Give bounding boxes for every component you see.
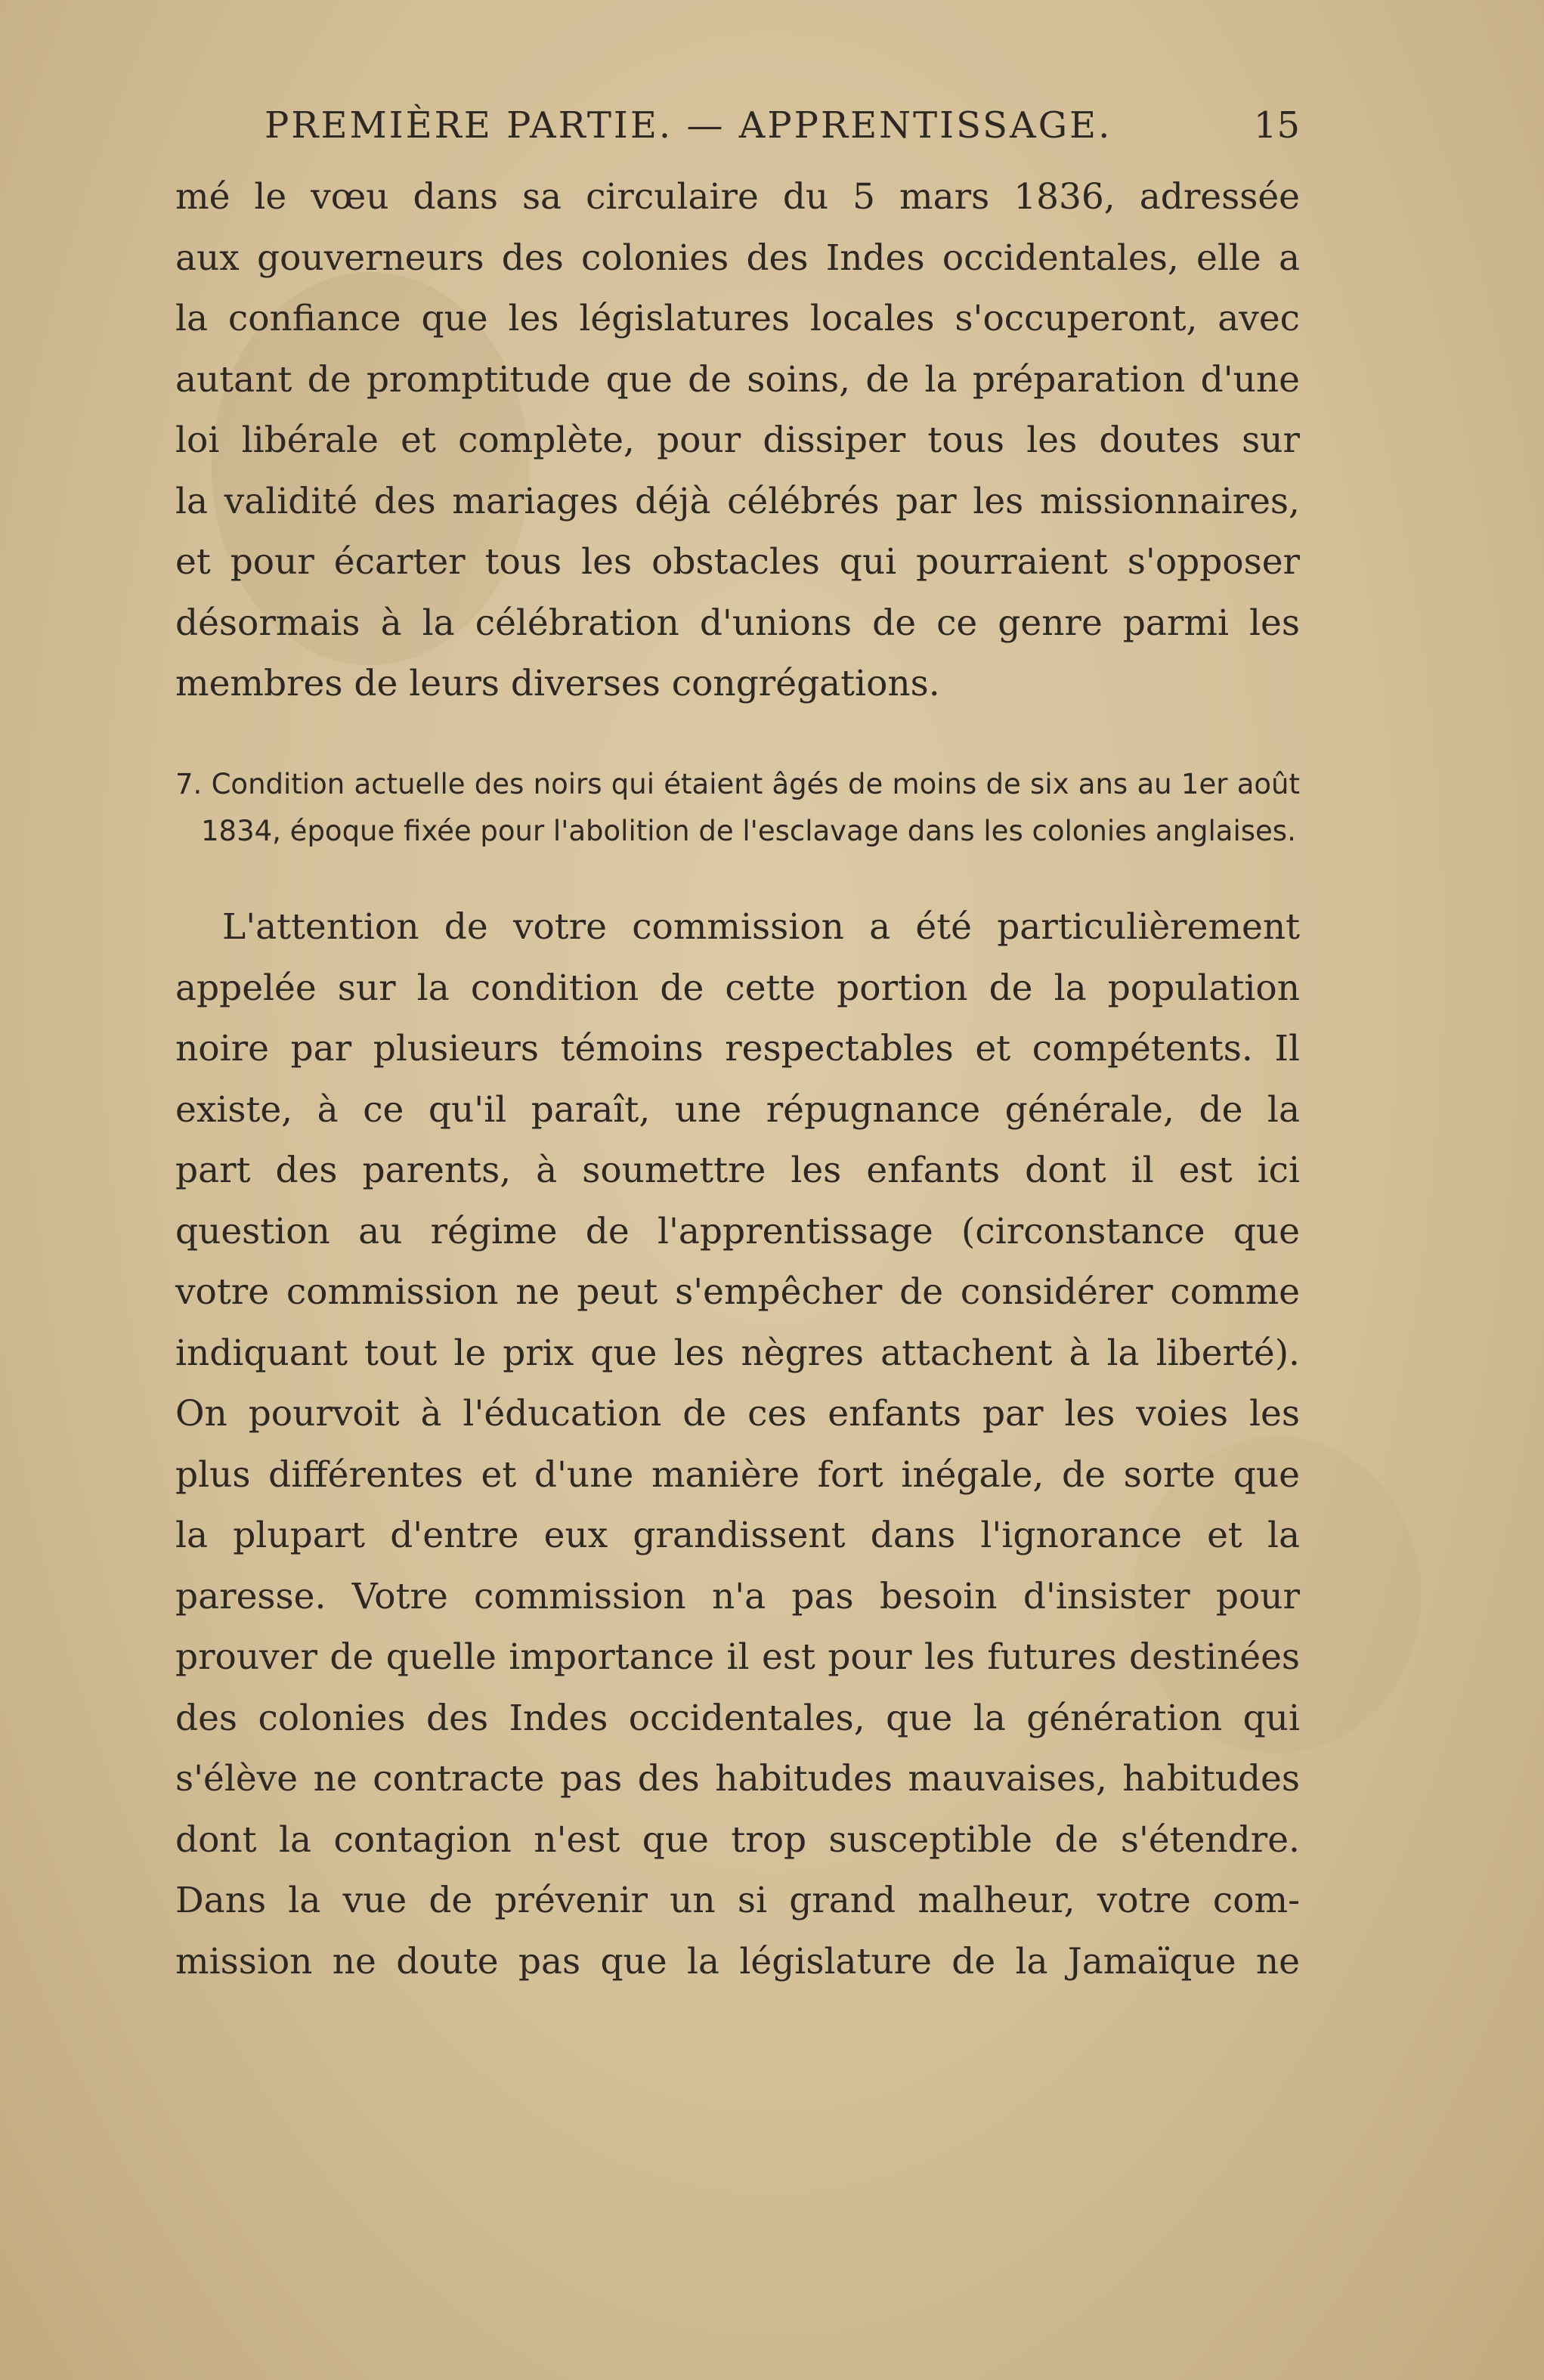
text-line: des colonies des Indes occidentales, que la génération qui [175,1697,1300,1739]
running-header [175,97,1300,154]
text-line: et pour écarter tous les obstacles qui pourraient s'opposer [175,541,1300,583]
text-line: désormais à la célébration d'unions de ce genre parmi les [175,602,1300,644]
main-paragraph [175,897,1300,1992]
text-line: la plupart d'entre eux grandissent dans l'ignorance et la [175,1515,1300,1556]
section-heading-line: 1834, époque fixée pour l'abolition de l'esclavage dans les colonies anglaises. [201,815,1296,847]
text-line: votre commission ne peut s'empêcher de considérer comme [175,1271,1300,1313]
text-line: part des parents, à soumettre les enfants dont il est ici [175,1150,1300,1191]
text-line: mé le vœu dans sa circulaire du 5 mars 1836, adressée [175,176,1300,218]
text-line: autant de promptitude que de soins, de la préparation d'une [175,358,1300,401]
text-line: loi libérale et complète, pour dissiper tous les doutes sur [175,419,1300,461]
section-heading [175,761,1300,855]
text-line: noire par plusieurs témoins respectables et compétents. Il [175,1028,1300,1069]
text-line: L'attention de votre commission a été particulièrement [222,906,1300,948]
text-line: la validité des mariages déjà célébrés par les missionnaires, [175,480,1300,522]
page-number: 15 [1253,104,1300,147]
text-line: la confiance que les législatures locales s'occuperont, avec [175,298,1300,339]
text-line: On pourvoit à l'éducation de ces enfants par les voies les [175,1393,1300,1434]
text-line: mission ne doute pas que la législature de la Jamaïque ne [175,1940,1300,1982]
text-line: plus différentes et d'une manière fort inégale, de sorte que [175,1453,1300,1496]
text-line: existe, à ce qu'il paraît, une répugnance générale, de la [175,1088,1300,1131]
section-heading-line: 7. Condition actuelle des noirs qui étaient âgés de moins de six ans au 1er août [175,768,1300,800]
text-line: Dans la vue de prévenir un si grand malheur, votre com- [175,1880,1300,1921]
text-line: appelée sur la condition de cette portion de la population [175,967,1300,1009]
text-line: question au régime de l'apprentissage (circonstance que [175,1210,1300,1252]
text-line: indiquant tout le prix que les nègres attachent à la liberté). [175,1332,1300,1374]
text-line: s'élève ne contracte pas des habitudes mauvaises, habitudes [175,1758,1300,1800]
text-line: dont la contagion n'est que trop susceptible de s'étendre. [175,1818,1300,1861]
text-line: prouver de quelle importance il est pour les futures destinées [175,1636,1300,1678]
continued-paragraph [175,167,1300,715]
text-line: aux gouverneurs des colonies des Indes occidentales, elle a [175,237,1300,279]
running-title: PREMIÈRE PARTIE. — APPRENTISSAGE. [265,104,1112,147]
text-line: membres de leurs diverses congrégations. [175,663,940,704]
text-line: paresse. Votre commission n'a pas besoin d'insister pour [175,1575,1300,1617]
